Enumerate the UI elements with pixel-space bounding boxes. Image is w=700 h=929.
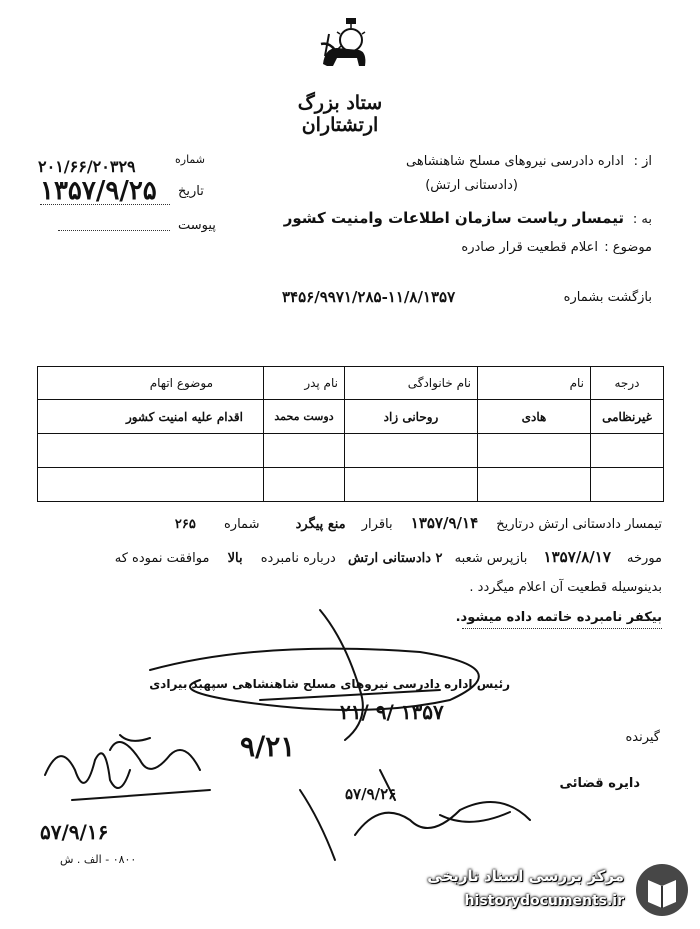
table-row xyxy=(38,434,664,468)
form-code: ۰۸۰۰ - الف . ش xyxy=(60,853,137,866)
lion-and-sun-emblem xyxy=(315,14,375,74)
signatory-title: رئیس اداره دادرسی نیروهای مسلح شاهنشاهی سپهبد بیرادی xyxy=(149,677,510,691)
table-cell: هادی xyxy=(478,400,591,434)
body-line4: بیکفر نامبرده خاتمه داده میشود. xyxy=(455,610,662,625)
from-sub: (دادستانی ارتش) xyxy=(425,178,518,193)
table-cell xyxy=(38,434,264,468)
table-header-row xyxy=(38,367,664,400)
table-cell xyxy=(591,434,664,468)
table-cell xyxy=(591,468,664,502)
body-number: ۲۶۵ xyxy=(174,517,196,532)
table-header: درجه xyxy=(591,367,664,400)
subject-value: اعلام قطعیت قرار صادره xyxy=(461,240,598,255)
body-line4-underline xyxy=(462,628,662,629)
defendant-table xyxy=(37,366,664,502)
body-line1 xyxy=(102,514,662,532)
recipient-item: دایره قضائی xyxy=(559,776,640,791)
book-icon xyxy=(632,860,692,920)
body-text: موافقت نموده که xyxy=(114,551,210,566)
date-value: ۱۳۵۷/۹/۲۵ xyxy=(40,176,157,206)
attachment-underline xyxy=(58,230,170,231)
recipients-label: گیرنده xyxy=(625,730,660,745)
body-text: تیمسار دادستانی ارتش درتاریخ xyxy=(496,517,662,532)
table-cell: غیرنظامی xyxy=(591,400,664,434)
table-cell: روحانی زاد xyxy=(345,400,478,434)
number-label: شماره xyxy=(175,153,206,166)
body-above: بالا xyxy=(227,551,243,566)
watermark-url: historydocuments.ir xyxy=(464,893,624,909)
body-order: منع پیگرد xyxy=(295,517,346,532)
body-date: ۱۳۵۷/۹/۱۴ xyxy=(410,514,479,532)
watermark-name: مرکز بررسی اسناد تاریخی xyxy=(427,867,624,885)
from-label: از : xyxy=(633,154,652,169)
date-label: تاریخ xyxy=(178,184,204,199)
table-cell xyxy=(38,468,264,502)
table-cell xyxy=(478,434,591,468)
body-text: شماره xyxy=(224,517,260,532)
body-branch: ۲ دادستانی ارتش xyxy=(347,551,443,566)
watermark xyxy=(374,863,624,923)
reference-value: ۳۴۵۶/۹۹۷۱/۲۸۵-۱۱/۸/۱۳۵۷ xyxy=(282,288,456,306)
body-text: بازپرس شعبه xyxy=(454,551,528,566)
letterhead-org: ستاد بزرگ ارتشتاران xyxy=(297,92,383,136)
table-cell xyxy=(345,468,478,502)
body-date: ۱۳۵۷/۸/۱۷ xyxy=(543,548,611,566)
table-row xyxy=(38,468,664,502)
table-header: نام پدر xyxy=(264,367,345,400)
date-underline xyxy=(40,204,170,205)
reference-label: بازگشت بشماره xyxy=(563,290,652,305)
to-label: به : xyxy=(632,212,652,227)
body-line2 xyxy=(42,548,662,566)
table-header: موضوع اتهام xyxy=(38,367,264,400)
table-header: نام xyxy=(478,367,591,400)
table-cell: اقدام علیه امنیت کشور xyxy=(38,400,264,434)
handwritten-note: ۹/۲۱ xyxy=(240,730,296,763)
table-cell xyxy=(264,434,345,468)
table-cell xyxy=(478,468,591,502)
body-text: باقرار xyxy=(361,517,393,532)
table-row xyxy=(38,400,664,434)
table-cell xyxy=(264,468,345,502)
handwritten-note: ۵۷/۹/۲۶ xyxy=(345,785,397,803)
body-text: درباره نامبرده xyxy=(260,551,336,566)
subject-label: موضوع : xyxy=(604,240,652,255)
handwritten-note: ۵۷/۹/۱۶ xyxy=(40,820,109,844)
table-cell xyxy=(345,434,478,468)
signature-date: ۲۱/ ۹/ ۱۳۵۷ xyxy=(340,700,444,724)
table-cell: دوست محمد xyxy=(264,400,345,434)
to-value: تیمسار ریاست سازمان اطلاعات وامنیت کشور xyxy=(283,209,624,227)
body-text: مورخه xyxy=(627,551,662,566)
table-header: نام خانوادگی xyxy=(345,367,478,400)
attachment-label: پیوست xyxy=(178,218,216,233)
number-value: ۲۰۱/۶۶/۲۰۳۲۹ xyxy=(38,157,136,176)
body-line3: بدینوسیله قطعیت آن اعلام میگردد . xyxy=(469,580,662,595)
from-value: اداره دادرسی نیروهای مسلح شاهنشاهی xyxy=(406,154,624,169)
